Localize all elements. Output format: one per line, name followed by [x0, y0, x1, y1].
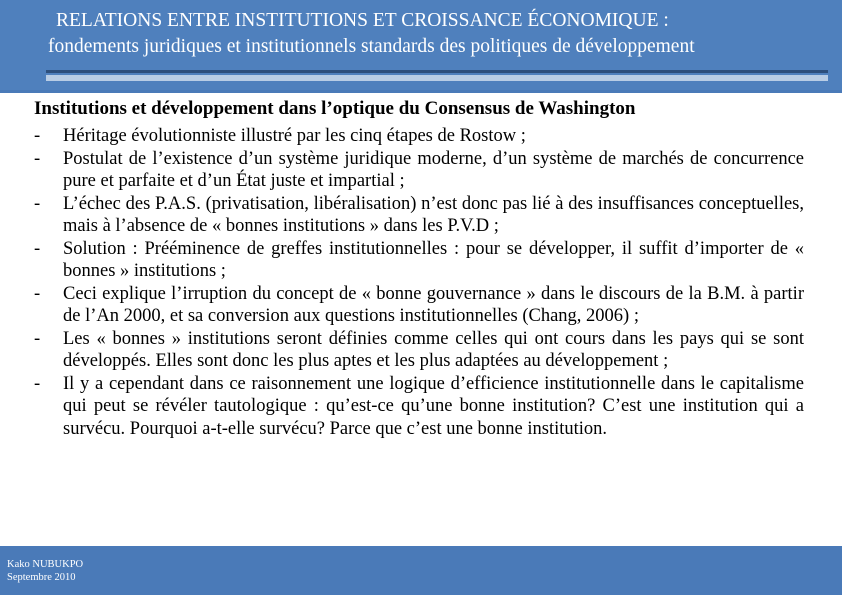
bullet-text: Les « bonnes » institutions seront définies comme celles qui ont cours dans les pays qui se sont développés. Elles sont donc les plus aptes et les plus adaptées au développement ; [63, 328, 804, 371]
list-item [34, 238, 804, 283]
header-divider-light [46, 75, 828, 81]
bullet-dash: - [34, 328, 41, 349]
list-item [34, 148, 804, 193]
bullet-text: Ceci explique l’irruption du concept de « bonne gouvernance » dans le discours de la B.M. à partir de l’An 2000, et sa conversion aux questions institutionnelles (Chang, 2006) ; [63, 283, 804, 326]
slide-footer [7, 559, 83, 584]
footer-author: Kako NUBUKPO [7, 559, 84, 570]
list-item [34, 373, 804, 441]
section-heading: Institutions et développement dans l’optique du Consensus de Washington [34, 98, 636, 119]
slide-content [0, 93, 842, 546]
bullet-text: Postulat de l’existence d’un système juridique moderne, d’un système de marchés de concurrence pure et parfaite et d’un État juste et impartial ; [63, 148, 804, 191]
header-divider-dark [46, 70, 828, 73]
bullet-list [34, 125, 804, 440]
bullet-dash: - [34, 238, 41, 259]
bullet-dash: - [34, 373, 41, 394]
slide-title: RELATIONS ENTRE INSTITUTIONS ET CROISSANCE ÉCONOMIQUE : [56, 10, 669, 31]
slide-header [0, 0, 842, 90]
bullet-dash: - [34, 283, 41, 304]
bullet-dash: - [34, 148, 41, 169]
bullet-text: Solution : Prééminence de greffes institutionnelles : pour se développer, il suffit d’importer de « bonnes » institutions ; [63, 238, 804, 281]
bullet-text: Il y a cependant dans ce raisonnement une logique d’efficience institutionnelle dans le capitalisme qui peut se révéler tautologique : qu’est-ce qu’une bonne institution? C’est une institution qui a survécu. Pourquoi a-t-elle survécu? Parce que c’est une bonne institution. [63, 373, 804, 439]
footer-date: Septembre 2010 [7, 571, 76, 583]
list-item [34, 125, 804, 148]
bullet-dash: - [34, 193, 41, 214]
bullet-dash: - [34, 126, 41, 146]
bullet-text: L’échec des P.A.S. (privatisation, libéralisation) n’est donc pas lié à des insuffisances conceptuelles, mais à l’absence de « bonnes institutions » dans les P.V.D ; [63, 193, 804, 236]
list-item [34, 193, 804, 238]
bullet-text: Héritage évolutionniste illustré par les cinq étapes de Rostow ; [63, 126, 526, 146]
list-item [34, 283, 804, 328]
slide-subtitle: fondements juridiques et institutionnels standards des politiques de développement [48, 36, 695, 57]
list-item [34, 328, 804, 373]
